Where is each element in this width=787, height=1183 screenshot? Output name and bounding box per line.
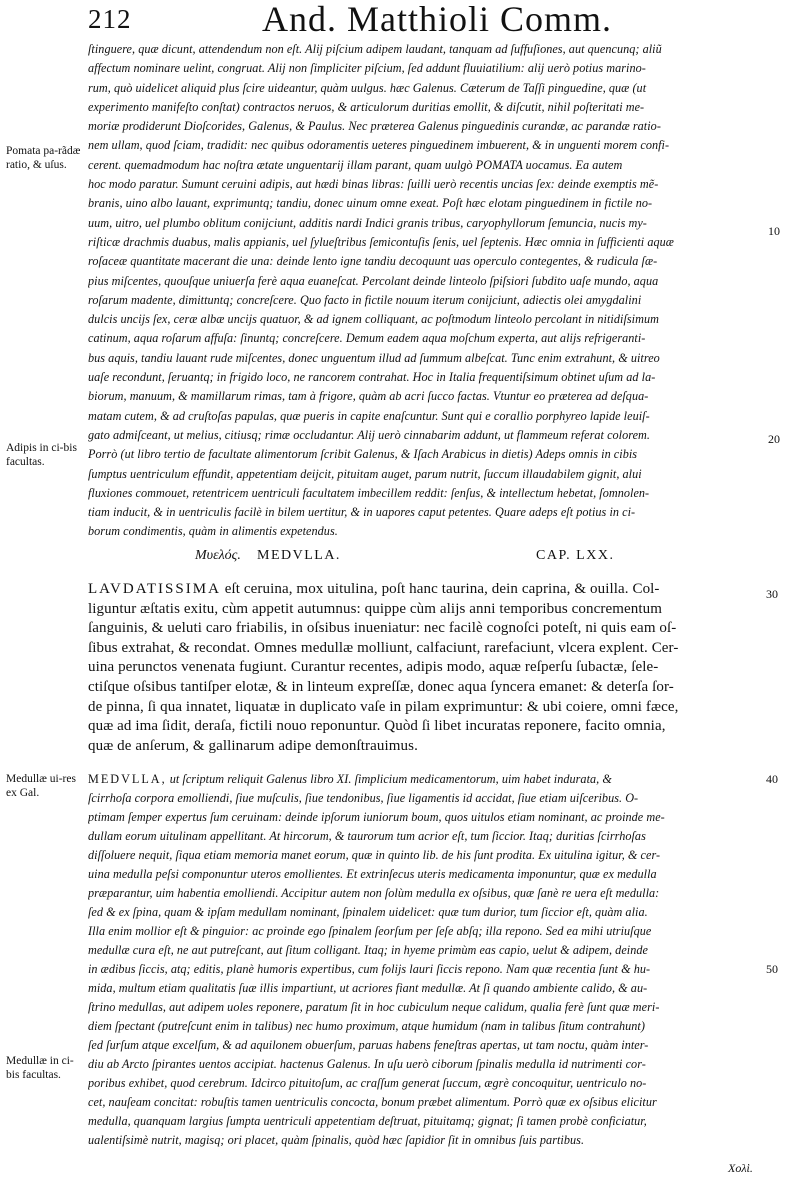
text-line: branis, uino albo lauant, exprimuntq; tandiu, donec uinum omne exeat. Poſt hæc elotam pinguedinem in fictile no- bbox=[88, 196, 653, 211]
text-line: catinum, aqua roſarum affuſa: ſinuntq; concreſcere. Demum eadem aqua moſchum experta, aut alijs refrigeranti- bbox=[88, 331, 646, 346]
text-line: borum condimentis, quàm in alimentis expetendus. bbox=[88, 524, 338, 539]
text-line: ſed & ex ſpina, quam & ipſam medullam nominant, ſpinalem uidelicet: quæ tum durior, tum ſiccior eſt, quàm alia. bbox=[88, 905, 648, 919]
text-line: bus aquis, tandiu lauant rude miſcentes, donec unguentum illud ad ſummum albeſcat. Tunc enim extrahunt, & uitreo bbox=[88, 350, 660, 365]
text-line: dulcis uncijs ſex, ceræ albæ uncijs quatuor, & ad ignem colliquant, ac poſtmodum linteolo percolant in nitidiſsimum bbox=[88, 312, 659, 327]
dioscorides-text bbox=[88, 580, 760, 756]
catchword: Xoλὶ. bbox=[728, 1161, 753, 1175]
margin-note-pomata: Pomata pa-rãdæ ratio, & uſus. bbox=[6, 145, 81, 171]
text-line: diem ſpectant (putreſcunt enim in talibus) nec humo proximum, atque humidum (nam in talibus ſitum contrahunt) bbox=[88, 1019, 645, 1033]
text-line: hoc modo paratur. Sumunt ceruini adipis, aut hædi binas libras: ſuilli uerò recentis uncias ſex: deinde exemptis mẽ- bbox=[88, 177, 659, 192]
text-line: uum, uitro, uel plumbo oblitum conijciunt, additis nardi Indici granis tribus, caryophyllorum ſemuncia, nucis my- bbox=[88, 215, 647, 230]
text-line: ptimam ſemper expertus ſum ceruinam: deinde ipſorum iuniorum boum, quos uitulos etiam nominant, ac proinde me- bbox=[88, 810, 665, 824]
text-line: cet, nauſeam concitat: robuſtis tamen uentriculis concocta, bonum præbet alimentum. Porrò quæ ex oſsibus elicitur bbox=[88, 1095, 657, 1109]
running-head: And. Matthioli Comm. bbox=[262, 0, 613, 39]
text-line: medulla, quanquam largius ſumpta uentriculi appetentiam deſtruat, pituitamq; gignat; ſi tamen probè conficiatur, bbox=[88, 1114, 647, 1128]
initial-word: MEDVLLA, bbox=[88, 772, 167, 786]
page-header bbox=[0, 0, 787, 44]
text-line: mida, multum etiam qualitatis ſuæ illis impartiunt, ut acriores fiant medullæ. At ſi quando ambiente calido, & au- bbox=[88, 981, 648, 995]
chapter-heading bbox=[0, 548, 787, 570]
margin-note-adipis: Adipis in ci-bis facultas. bbox=[6, 442, 77, 468]
text-line: roſaceæ quantitate macerant die una: deinde lento igne tandiu decoquunt uas operculo contegentes, & rudicula ſæ- bbox=[88, 254, 658, 269]
text-line: tiam inducit, & in uentriculis facilè in bilem uertitur, & in uapores caput petentes. Quare adeps eſt potius in ci- bbox=[88, 505, 636, 520]
line-number: 30 bbox=[766, 587, 778, 601]
chapter-title: MEDVLLA. bbox=[257, 548, 341, 563]
text-line: moriæ prodiderunt Dioſcorides, Galenus, & Paulus. Nec præterea Galenus pinguedinis curandæ, ac parandæ ratio- bbox=[88, 119, 661, 134]
line-number: 40 bbox=[766, 772, 778, 786]
text-line: ualentiſsimè nutrit, magisq; ori placet, quàm ſpinalis, quòd hæc ſapidior ſit in omnibus ſuis partibus. bbox=[88, 1133, 585, 1147]
text-line: gato admiſceant, ut melius, citiusq; rimæ occludantur. Alij uerò cinnabarim addunt, ut flammeum referat colorem. bbox=[88, 427, 650, 442]
chapter-greek-title: Μυελός. bbox=[195, 548, 241, 563]
text-line: roſarum madente, dimittuntq; concreſcere. Quo facto in fictile nouum iterum conijciunt, adiectis olei amygdalini bbox=[88, 292, 642, 307]
text-line: diu ab Arcto ſpirantes uentos accipiat. hactenus Galenus. In uſu uerò ciborum ſpinalis medulla id nutrimenti cor- bbox=[88, 1057, 646, 1071]
chapter-number: CAP. LXX. bbox=[536, 548, 615, 563]
page-number: 212 bbox=[88, 4, 132, 34]
text-line: ſibus extrahat, & recondat. Omnes medullæ molliunt, calfaciunt, rarefaciunt, vlcera explent. Cer- bbox=[88, 639, 679, 656]
line-number: 10 bbox=[768, 224, 780, 238]
text-line: præparantur, uim habentia emolliendi. Accipitur autem non ſolùm medulla ex oſsibus, quæ ſanè re uera eſt medulla: bbox=[88, 886, 660, 900]
text-line: pius miſcentes, quouſque uniuerſa ferè aqua euaneſcat. Percolant deinde linteolo ſpiſsiori ſubdito uaſe mundo, aqua bbox=[88, 273, 659, 288]
text-line: ſed ſurſum atque excelſum, & ad aquilonem obuerſum, paruas habens feneſtras apertas, ut tam noctu, quàm inter- bbox=[88, 1038, 649, 1052]
initial-word: LAVDATISSIMA bbox=[88, 581, 221, 597]
commentary-paragraph-medulla bbox=[88, 770, 760, 1150]
line-number: 20 bbox=[768, 432, 780, 446]
text-line: ſtrino medullas, aut adipem uoles reponere, paratum ſit in hoc cubiculum neque calidum, qualia ferè ſunt quæ meri- bbox=[88, 1000, 660, 1014]
text-line: LAVDATISSIMA eſt ceruina, mox uitulina, poſt hanc taurina, dein caprina, & ouilla. Col- bbox=[88, 581, 660, 597]
text-line: ſcirrhoſa corpora emolliendi, ſiue muſculis, ſiue tendonibus, ſiue ligamentis id accidat, ſiue etiam uiſceribus. O- bbox=[88, 791, 639, 805]
margin-note-medullae-uires: Medullæ ui-res ex Gal. bbox=[6, 773, 76, 799]
margin-note-medullae-cibis: Medullæ in ci-bis facultas. bbox=[6, 1055, 74, 1081]
text-line: Porrò (ut libro tertio de facultate alimentorum ſcribit Galenus, & Iſach Arabicus in dietis) Adeps omnis in cibis bbox=[88, 447, 638, 462]
text-line: quæ de anſerum, & gallinarum adipe demonſtrauimus. bbox=[88, 737, 418, 754]
text-line: ſanguinis, & ueluti caro friabilis, in oſsibus inueniatur: nec facilè cognoſci poteſt, ni quis eam oſ- bbox=[88, 620, 677, 637]
text-line: in ædibus ſiccis, atq; editis, planè humoris expertibus, cum folijs lauri ſiccis repono. Nam quæ recentia ſunt & hu- bbox=[88, 962, 651, 976]
text-line: fluxiones commouet, retentricem uentriculi facultatem imbecillem reddit: ſenſus, & intellectum hebetat, ſomnolen- bbox=[88, 485, 650, 500]
text-line: medullæ cura eſt, ne aut putreſcant, aut ſitum colligant. Itaq; in hyeme primùm eas capio, uelut & adipem, deinde bbox=[88, 943, 648, 957]
text-line: uina medulla peſsi componuntur uteros emollientes. Et extrinſecus uteris medicamenta imponuntur, quæ ex medulla bbox=[88, 867, 657, 881]
text-line: diſſoluere nequit, ſiqua etiam memoria manet eorum, quæ in quinto lib. de his ſunt prodita. Ex uitulina igitur, & cer- bbox=[88, 848, 661, 862]
text-line: Illa enim mollior eſt & pinguior: ac proinde ego ſpinalem ſeorſum per ſeſe abſq; illa repono. Sed ea mihi utriuſque bbox=[88, 924, 652, 938]
text-line: riſticæ drachmis duabus, malis appianis, uel ſylueſtribus ſemicontuſis ſenis, uel ſeptenis. Hæc omnia in ſufficienti aquæ bbox=[88, 234, 674, 249]
text-line: matam cutem, & ad cruſtoſas papulas, quæ pueris in capite enaſcuntur. Sunt qui e corallio porphyreo lapide leuiſ- bbox=[88, 408, 650, 423]
commentary-paragraph-adeps bbox=[88, 40, 760, 542]
text-line: MEDVLLA, ut ſcriptum reliquit Galenus libro XI. ſimplicium medicamentorum, uim habet indurata, & bbox=[88, 772, 612, 786]
text-line: ſtinguere, quæ dicunt, attendendum non eſt. Alij piſcium adipem laudant, tanquam ad ſuffuſiones, aut quencunq; aliũ bbox=[88, 42, 662, 56]
text-line: experimento manifeſto conſtat) contractos neruos, & articulorum duritias emollit, & diſcutit, nihil poſteritati me- bbox=[88, 99, 645, 114]
text-line: rum, quò uidelicet aliquid plus ſcire uideantur, quàm uulgus. hæc Galenus. Cæterum de Taſſi pinguedine, quæ (ut bbox=[88, 80, 647, 95]
text-line: dullam eorum uitulinam appellitant. At hircorum, & taurorum tum acrior eſt, tum ſiccior. Itaq; duritias ſcirrhoſas bbox=[88, 829, 646, 843]
line-number: 50 bbox=[766, 962, 778, 976]
text-line: de pinna, ſi qua innatet, liquatæ in duplicato vaſe in pilam exprimuntur: & ubi coiere, omni fæce, bbox=[88, 698, 679, 715]
text-line: quæ ad ima ſidit, deraſa, fictili nouo reponuntur. Quòd ſi libet incuratas reponere, facito omnia, bbox=[88, 718, 666, 735]
text-line: cerent. quemadmodum hac noſtra ætate unguentarij illam parant, quam uulgò POMATA uocamus. Ea autem bbox=[88, 157, 623, 172]
text-line: affectum nominare uelint, congruat. Alij non ſimpliciter piſcium, ſed addunt fluuiatilium: alij uerò potius marino- bbox=[88, 61, 646, 76]
text-line: nem ullam, quod ſciam, tradidit: nec quibus odoramentis ueteres pinguedinem imbuerent, & in unguenti morem confi- bbox=[88, 138, 670, 153]
text-line: biorum, manuum, & mamillarum rimas, tam à frigore, quàm ab acri ſucco factas. Vtuntur eo præterea ad deſqua- bbox=[88, 389, 649, 404]
text-line: ſumptus uentriculum effundit, appetentiam deijcit, pituitam auget, parum nutrit, ſuccum illaudabilem gignit, alui bbox=[88, 466, 642, 481]
text-line: ctiſque oſsibus tantiſper elotæ, & in linteum expreſſæ, donec aqua ſyncera emanet: & deterſa ſor- bbox=[88, 678, 674, 695]
text-line: uina perunctos venenata fugiunt. Curantur recentes, adipis modo, aquæ reſperſu ſubactæ, ſele- bbox=[88, 659, 659, 676]
text-line: uaſe recondunt, ſeruantq; in frigido loco, ne rancorem contrahat. Hoc in Italia frequentiſsimum obtinet uſum ad la- bbox=[88, 370, 656, 385]
text-line: liguntur æſtatis exitu, cùm appetit autumnus: quippe cùm alijs anni temporibus concrementum bbox=[88, 600, 662, 617]
text-line: poribus exhibet, quod cerebrum. Idcirco pituitoſum, ac craſſum generat ſuccum, ægrè concoquitur, uentriculo no- bbox=[88, 1076, 647, 1090]
